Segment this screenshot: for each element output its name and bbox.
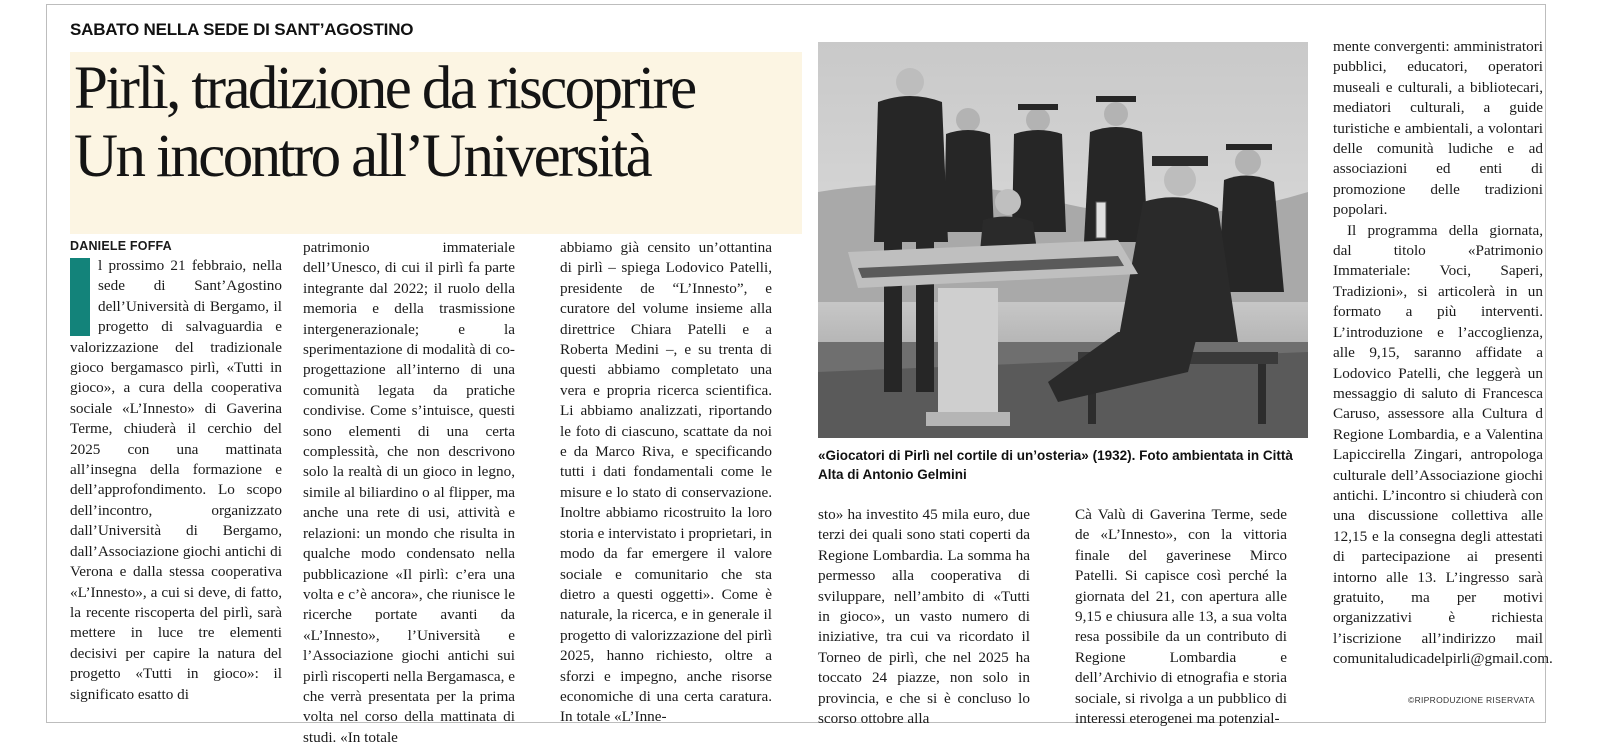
headline xyxy=(74,55,834,191)
article-paragraph: patrimonio immateriale dell’Unesco, di cui il pirlì fa parte integrante dal 2022; il ruolo della memoria e della trasmissione intergenerazionale; e la sperimentazione di modalità di co-progettazione all’interno di una comunità legata da pratiche condivise. Come s’intuisce, questi sono elementi di una certa complessità, che non descrivono solo la realtà di un gioco in legno, simile al biliardino o al flipper, ma anche una rete di usi, attività e relazioni: un mondo che risulta in qualche modo condensato nella pubblicazione «Il pirlì: c’era una volta e c’è ancora», che riunisce le ricerche portate avanti da «L’Innesto», l’Università e l’Associazione giochi antichi sui pirlì riscoperti nella Bergamasca, e che verrà presentata per la prima volta nel corso della mattinata di studi. «In totale xyxy=(303,239,515,746)
article-column-2 xyxy=(303,238,515,748)
article-paragraph: sto» ha investito 45 mila euro, due terzi dei quali sono stati coperti da Regione Lombardia. La somma ha permesso alla cooperativa di sviluppare, nell’ambito di «Tutti in gioco», un vasto numero di iniziative, tra cui va ricordato il Torneo de pirlì, che nel 2025 ha toccato 24 piazze, non solo in provincia, e che si è concluso lo scorso ottobre alla xyxy=(818,506,1030,728)
photo-players xyxy=(818,42,1308,438)
headline-line-2: Un incontro all’Università xyxy=(74,123,651,190)
drop-cap xyxy=(70,258,90,336)
article-paragraph: mente convergenti: amministratori pubblici, educatori, operatori museali e culturali, a bibliotecari, mediatori culturali, a guide turistiche e ambientali, a volontari delle comunità ludiche e ad associazioni ed enti di promozione delle tradizioni popolari. xyxy=(1333,38,1543,219)
copyright-notice: ©RIPRODUZIONE RISERVATA xyxy=(1408,695,1535,705)
article-paragraph: abbiamo già censito un’ottantina di pirlì – spiega Lodovico Patelli, presidente de “L’Innesto”, e curatore del volume insieme alla direttrice Chiara Patelli e a Roberta Medini –, e su trenta di questi abbiamo completato una vera e propria ricerca scientifica. Li abbiamo analizzati, riportando le foto di ciascuno, scattate da noi e da Marco Riva, e specificando tutti i dati fondamentali come le misure e lo stato di conservazione. Inoltre abbiamo ricostruito la loro storia e intervistato i proprietari, in modo da far emergere il valore sociale e comunitario che sta dietro a questi oggetti». Come è naturale, la ricerca, e in generale il progetto di valorizzazione del pirlì 2025, hanno richiesto, oltre a sforzi e impegno, anche risorse economiche di una certa caratura. In totale «L’Inne- xyxy=(560,239,772,726)
article-paragraph: Cà Valù di Gaverina Terme, sede de «L’Innesto», con la vittoria finale del gaverinese Mirco Patelli. Si capisce così perché la giornata del 21, con apertura alle 9,15 e chiusura alle 13, a sua volta resa possibile da un contributo di Regione Lombardia e dell’Archivio di etnografia e storia sociale, si rivolga a un pubblico di interessi eterogenei ma potenzial- xyxy=(1075,506,1287,728)
article-paragraph: Il programma della giornata, dal titolo «Patrimonio Immateriale: Voci, Saperi, Tradizioni», si articolerà in un formato a più interventi. L’introduzione e l’accoglienza, alle 9,15, saranno affidate a Lodovico Patelli, che leggerà un messaggio di saluto di Francesca Caruso, assessore alla Cultura d Regione Lombardia, e a Valentina Lapiccirella Zingari, antropologa culturale dell’Associazione giochi antichi. L’incontro si chiuderà con una discussione collettiva alle 12,15 e la consegna degli attestati di partecipazione ai presenti intorno alle 13. L’ingresso sarà gratuito, ma per motivi organizzativi è richiesta l’iscrizione all’indirizzo mail comunitaludicadelpirli@gmail.com. xyxy=(1333,221,1553,668)
photo-caption: «Giocatori di Pirlì nel cortile di un’osteria» (1932). Foto ambientata in Città Alta di Antonio Gelmini xyxy=(818,448,1293,482)
kicker: SABATO NELLA SEDE DI SANT’AGOSTINO xyxy=(70,20,414,39)
article-column-6 xyxy=(1333,37,1553,670)
article-column-1 xyxy=(70,238,282,705)
author-byline: DANIELE FOFFA xyxy=(70,239,172,253)
article-column-3 xyxy=(560,238,772,728)
headline-line-1: Pirlì, tradizione da riscoprire xyxy=(74,55,695,122)
article-column-4 xyxy=(818,505,1030,729)
article-paragraph: l prossimo 21 febbraio, nella sede di Sant’Agostino dell’Università di Bergamo, il progetto di salvaguardia e valorizzazione del tradizionale gioco bergamasco pirlì, «Tutti in gioco», a cura della cooperativa sociale «L’Innesto» di Gaverina Terme, chiuderà il cerchio del 2025 con una mattinata all’insegna della formazione e dell’approfondimento. Lo scopo dell’incontro, organizzato dall’Università di Bergamo, dall’Associazione giochi antichi di Verona e dalla stessa cooperativa «L’Innesto», a cui si deve, di fatto, la recente riscoperta del pirlì, sarà mettere in luce tre elementi decisivi per capire la natura del progetto «Tutti in gioco»: il significato esatto di xyxy=(70,257,282,703)
article-column-5 xyxy=(1075,505,1287,729)
